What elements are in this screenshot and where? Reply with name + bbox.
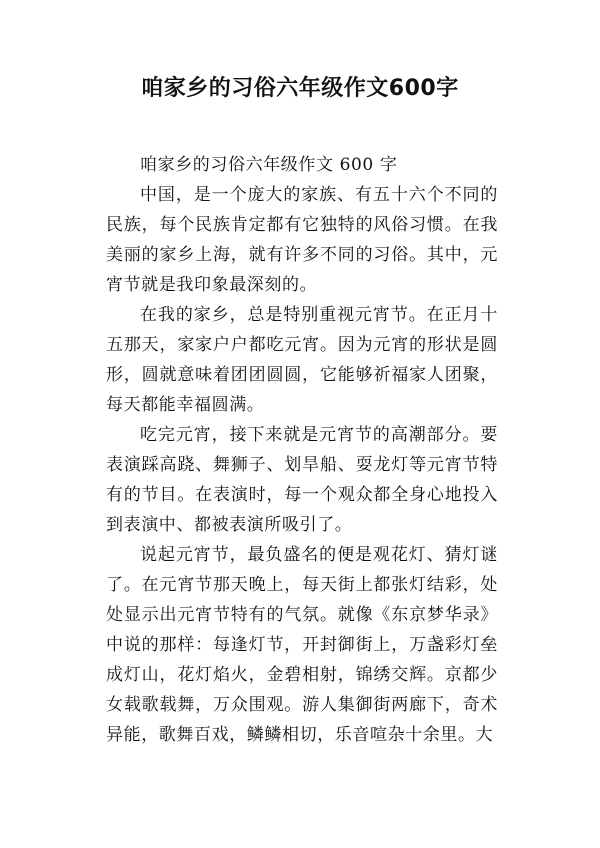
paragraph: 说起元宵节，最负盛名的便是观花灯、猜灯谜了。在元宵节那天晚上，每天街上都张灯结彩，处处显示出元宵节特有的气氛。就像《东京梦华录》中说的那样：每逢灯节，开封御街上，万盏彩灯垒成灯山，花灯焰火，金碧相射，锦绣交辉。京都少女载歌载舞，万众围观。游人集御街两廊下，奇术异能，歌舞百戏，鳞鳞相切，乐音喧杂十余里。大: [106, 545, 498, 745]
paragraph: 中国，是一个庞大的家族、有五十六个不同的民族，每个民族肯定都有它独特的风俗习惯。在我美丽的家乡上海，就有许多不同的习俗。其中，元宵节就是我印象最深刻的。: [106, 185, 498, 295]
document-title: 咱家乡的习俗六年级作文600字: [141, 76, 459, 101]
paragraph: 在我的家乡，总是特别重视元宵节。在正月十五那天，家家户户都吃元宵。因为元宵的形状是圆形，圆就意味着团团圆圆，它能够祈福家人团聚，每天都能幸福圆满。: [106, 305, 498, 415]
document-body: [106, 150, 498, 750]
paragraph: 吃完元宵，接下来就是元宵节的高潮部分。要表演踩高跷、舞狮子、划旱船、耍龙灯等元宵节特有的节目。在表演时，每一个观众都全身心地投入到表演中、都被表演所吸引了。: [106, 425, 498, 535]
document-subtitle: 咱家乡的习俗六年级作文 600 字: [140, 155, 398, 175]
